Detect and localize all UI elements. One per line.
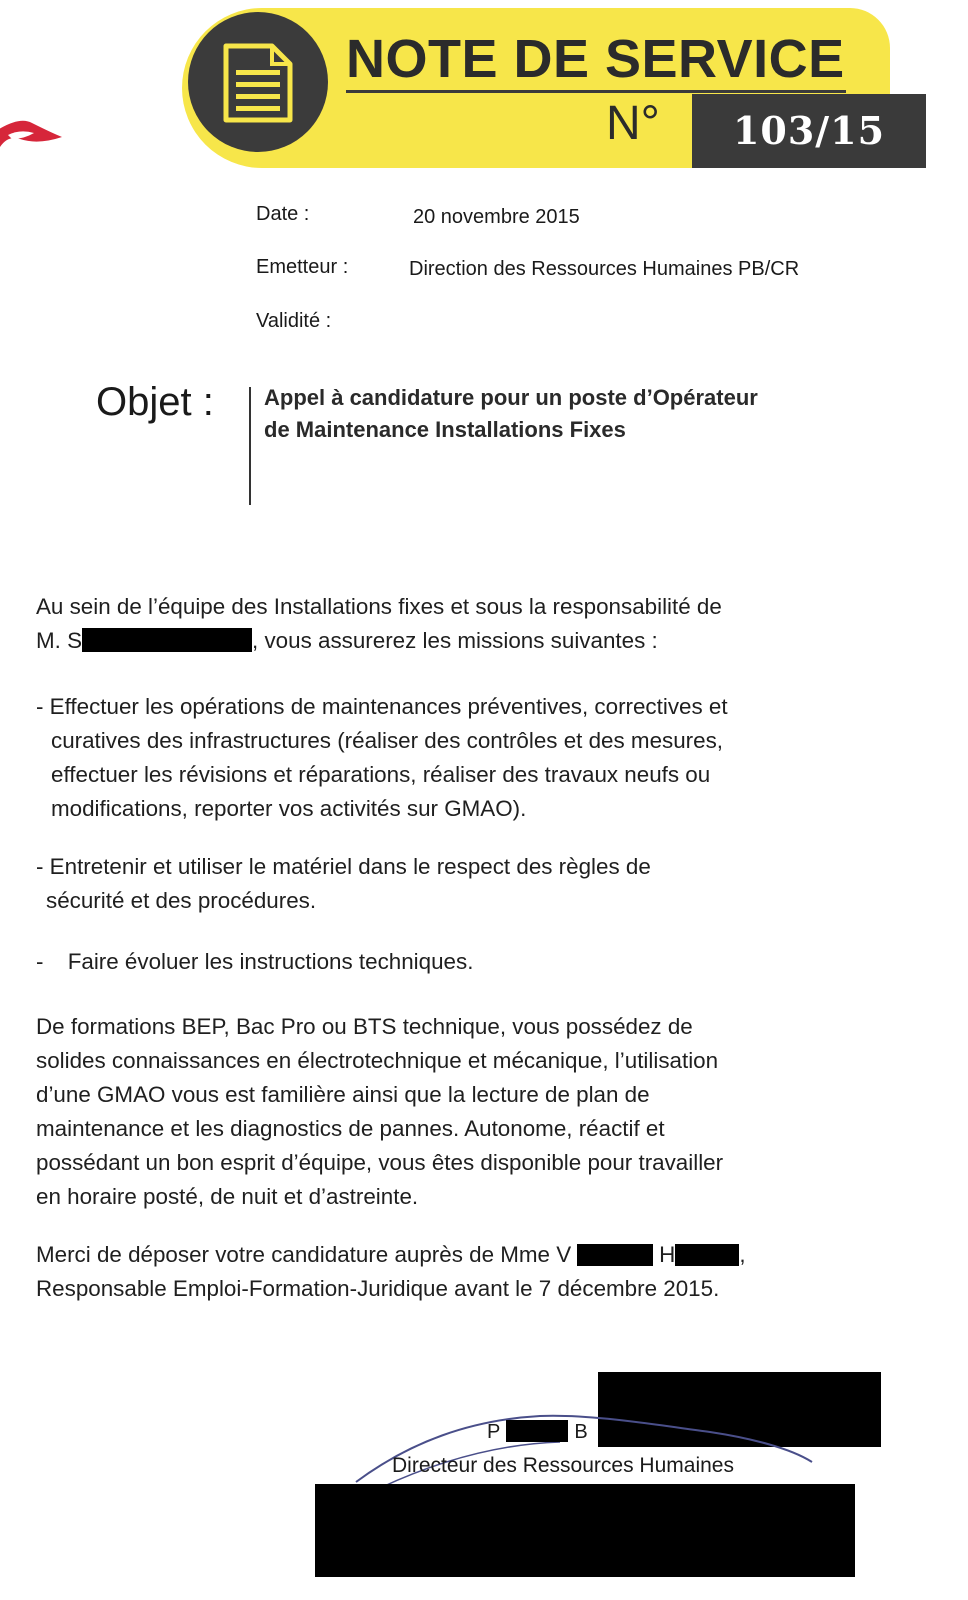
mission-3-text: Faire évoluer les instructions techniques. [67,949,474,974]
profile-line-4: maintenance et les diagnostics de pannes. Autonome, réactif et [36,1116,665,1141]
closing-prefix: Merci de déposer votre candidature auprès de Mme V [36,1242,572,1267]
signer-initial-1: P [487,1421,501,1443]
closing-line-2: Responsable Emploi-Formation-Juridique avant le 7 décembre 2015. [36,1276,720,1301]
profile-line-6: en horaire posté, de nuit et d’astreinte. [36,1184,419,1209]
mission-2-line-2: sécurité et des procédures. [46,888,317,913]
objet-label: Objet : [96,380,214,424]
date-value: 20 novembre 2015 [413,206,580,228]
signer-title: Directeur des Ressources Humaines [392,1454,734,1477]
emetteur-label: Emetteur : [256,256,349,278]
redacted-name [82,628,252,652]
signer-name [487,1420,588,1444]
redacted-signer-first [506,1420,568,1442]
title-underline [346,90,846,93]
mission-3-dash: - [36,949,44,974]
objet-subject [264,382,904,446]
mission-item-3 [36,945,473,979]
mission-1-line-2: curatives des infrastructures (réaliser des contrôles et des mesures, [51,728,723,753]
intro-paragraph [36,590,916,658]
document-icon [222,42,294,124]
objet-line-2: de Maintenance Installations Fixes [264,417,626,442]
emetteur-value: Direction des Ressources Humaines PB/CR [409,258,800,280]
profile-line-3: d’une GMAO vous est familière ainsi que la lecture de plan de [36,1082,650,1107]
closing-initial: H [659,1242,676,1267]
mission-1-line-4: modifications, reporter vos activités sur GMAO). [51,796,527,821]
intro-suffix: , vous assurerez les missions suivantes : [252,628,658,653]
signer-initial-2: B [574,1421,588,1443]
closing-line-1 [36,1238,936,1272]
number-label: N° [606,97,660,150]
intro-prefix: M. S [36,628,83,653]
red-edge-mark [0,95,70,165]
validite-label: Validité : [256,310,332,332]
closing-comma: , [739,1242,746,1267]
objet-divider [249,387,251,505]
intro-line-2 [36,624,916,658]
mission-item-2 [36,850,916,918]
document-title: NOTE DE SERVICE [346,29,845,89]
profile-line-2: solides connaissances en électrotechnique et mécanique, l’utilisation [36,1048,719,1073]
closing-paragraph [36,1238,936,1306]
redacted-first-name [577,1244,653,1266]
redacted-last-name [675,1244,739,1266]
redacted-footer [315,1484,855,1577]
profile-line-5: possédant un bon esprit d’équipe, vous êtes disponible pour travailler [36,1150,724,1175]
date-label: Date : [256,203,310,225]
mission-1-line-1: - Effectuer les opérations de maintenances préventives, correctives et [36,694,728,719]
mission-item-1 [36,690,916,826]
note-number: 103/15 [692,94,926,168]
profile-line-1: De formations BEP, Bac Pro ou BTS technique, vous possédez de [36,1014,693,1039]
objet-line-1: Appel à candidature pour un poste d’Opérateur [264,385,758,410]
signature-scribble [350,1402,820,1492]
intro-line-1: Au sein de l’équipe des Installations fixes et sous la responsabilité de [36,594,722,619]
mission-1-line-3: effectuer les révisions et réparations, réaliser des travaux neufs ou [51,762,711,787]
profile-paragraph [36,1010,916,1214]
mission-2-line-1: - Entretenir et utiliser le matériel dans le respect des règles de [36,854,651,879]
